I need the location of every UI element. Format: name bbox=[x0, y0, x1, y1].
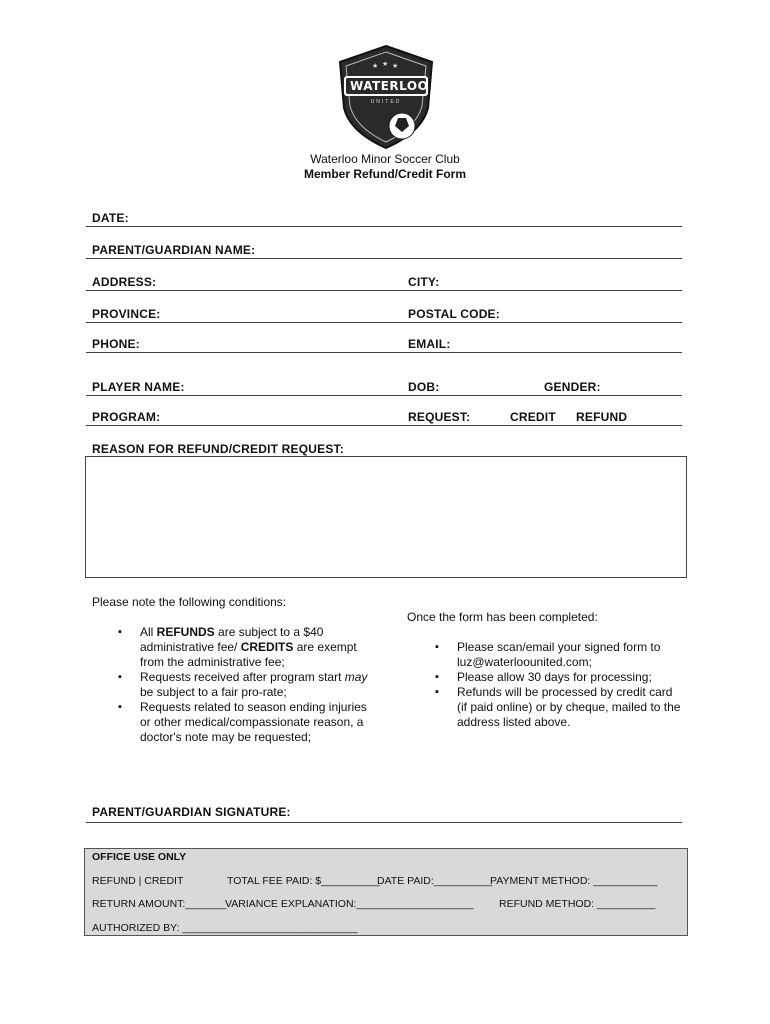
office-use-box bbox=[84, 848, 688, 936]
logo-subtext: UNITED bbox=[370, 99, 402, 105]
conditions-list bbox=[118, 625, 368, 745]
credit-option[interactable]: CREDIT bbox=[510, 410, 556, 424]
parent-name-line[interactable] bbox=[86, 258, 682, 259]
province-line[interactable] bbox=[86, 322, 682, 323]
office-authorized-by[interactable]: AUTHORIZED BY: ______________________________ bbox=[92, 922, 358, 934]
program-label: PROGRAM: bbox=[92, 410, 161, 424]
completed-item: ▪ Please scan/email your signed form to luz@waterloounited.com; bbox=[435, 640, 685, 670]
date-label: DATE: bbox=[92, 211, 129, 225]
signature-label: PARENT/GUARDIAN SIGNATURE: bbox=[92, 805, 291, 819]
completed-list bbox=[435, 640, 685, 730]
phone-label: PHONE: bbox=[92, 337, 140, 351]
completed-item: ▪ Refunds will be processed by credit card (if paid online) or by cheque, mailed to the address listed above. bbox=[435, 685, 685, 730]
condition-item: ▪ All REFUNDS are subject to a $40 administrative fee/ CREDITS are exempt from the administrative fee; bbox=[118, 625, 368, 670]
office-variance[interactable]: VARIANCE EXPLANATION:____________________ bbox=[225, 898, 474, 910]
form-title: Member Refund/Credit Form bbox=[303, 167, 466, 181]
refund-option[interactable]: REFUND bbox=[576, 410, 628, 424]
parent-name-label: PARENT/GUARDIAN NAME: bbox=[92, 243, 256, 257]
request-label: REQUEST: bbox=[408, 410, 471, 424]
address-line[interactable] bbox=[86, 290, 682, 291]
office-date-paid[interactable]: DATE PAID:__________ bbox=[377, 875, 493, 887]
program-line[interactable] bbox=[86, 425, 682, 426]
svg-text:★: ★ bbox=[382, 60, 389, 68]
phone-line[interactable] bbox=[86, 352, 682, 353]
player-line[interactable] bbox=[86, 395, 682, 396]
reason-label: REASON FOR REFUND/CREDIT REQUEST: bbox=[92, 442, 344, 456]
gender-label: GENDER: bbox=[544, 380, 601, 394]
condition-item: ▪ Requests received after program start may be subject to a fair pro-rate; bbox=[118, 670, 368, 700]
office-payment-method[interactable]: PAYMENT METHOD: ___________ bbox=[490, 875, 658, 887]
office-use-title: OFFICE USE ONLY bbox=[92, 851, 187, 863]
city-label: CITY: bbox=[408, 275, 440, 289]
player-name-label: PLAYER NAME: bbox=[92, 380, 185, 394]
completed-item: ▪ Please allow 30 days for processing; bbox=[435, 670, 685, 685]
svg-text:★: ★ bbox=[372, 62, 379, 70]
date-line[interactable] bbox=[86, 226, 682, 227]
club-logo bbox=[336, 44, 436, 150]
club-name: Waterloo Minor Soccer Club bbox=[310, 152, 460, 166]
office-total-fee[interactable]: TOTAL FEE PAID: $__________ bbox=[227, 875, 380, 887]
office-return-amount[interactable]: RETURN AMOUNT:_______ bbox=[92, 898, 227, 910]
province-label: PROVINCE: bbox=[92, 307, 161, 321]
office-refund-credit[interactable]: REFUND | CREDIT bbox=[92, 875, 184, 887]
postal-code-label: POSTAL CODE: bbox=[408, 307, 500, 321]
office-refund-method[interactable]: REFUND METHOD: __________ bbox=[499, 898, 656, 910]
conditions-heading: Please note the following conditions: bbox=[92, 595, 287, 609]
email-label: EMAIL: bbox=[408, 337, 451, 351]
dob-label: DOB: bbox=[408, 380, 440, 394]
address-label: ADDRESS: bbox=[92, 275, 157, 289]
reason-textbox[interactable] bbox=[85, 456, 687, 578]
condition-item: ▪ Requests related to season ending injuries or other medical/compassionate reason, a doctor's note may be requested; bbox=[118, 700, 368, 745]
signature-line[interactable] bbox=[86, 822, 682, 823]
completed-heading: Once the form has been completed: bbox=[407, 610, 598, 624]
svg-text:★: ★ bbox=[392, 62, 399, 70]
logo-text: WATERLOO bbox=[350, 79, 429, 93]
